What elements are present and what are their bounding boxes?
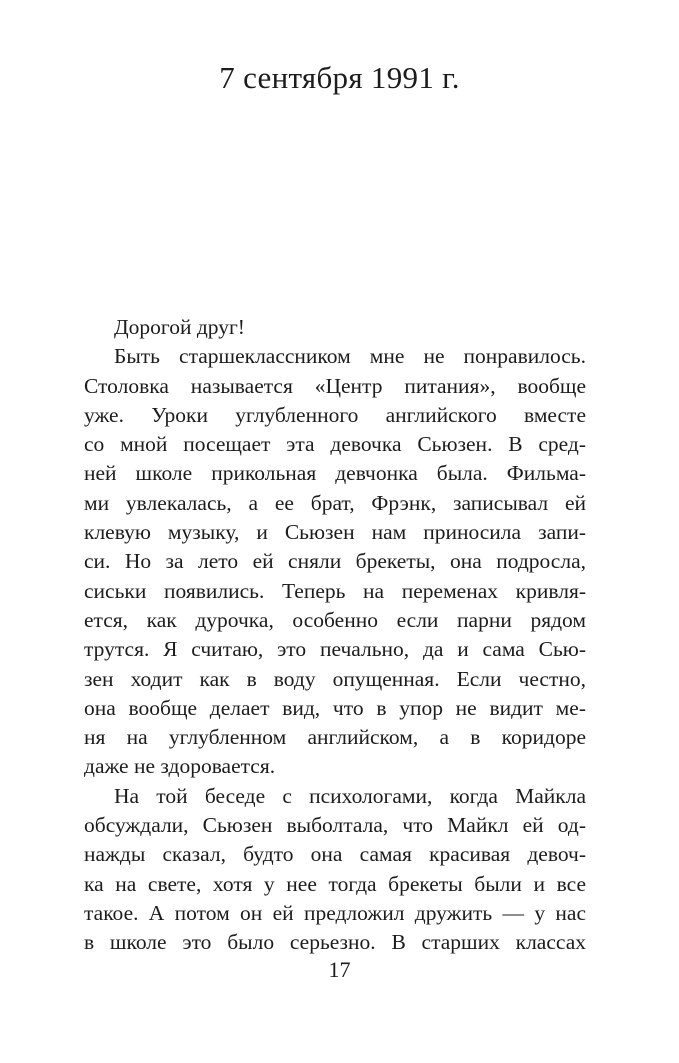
text-line: ется, как дурочка, особенно если парни рядом: [84, 607, 586, 632]
text-line: трутся. Я считаю, это печально, да и сама Сью-: [84, 637, 586, 662]
text-line: клевую музыку, и Сьюзен нам приносила запи-: [84, 520, 586, 545]
text-line: ня на углубленном английском, а в коридоре: [84, 725, 586, 750]
text-line: зен ходит как в воду опущенная. Если честно,: [84, 666, 586, 691]
text-line: она вообще делает вид, что в упор не видит ме-: [84, 695, 586, 720]
text-line: обсуждали, Сьюзен выболтала, что Майкл ей од-: [84, 813, 586, 838]
text-line: На той беседе с психологами, когда Майкла: [114, 783, 586, 808]
text-line: ка на свете, хотя у нее тогда брекеты были и все: [84, 871, 586, 896]
text-line: со мной посещает эта девочка Сьюзен. В сред-: [84, 432, 586, 457]
text-line: Быть старшеклассником мне не понравилось.: [114, 344, 586, 369]
text-line: си. Но за лето ей сняли брекеты, она подросла,: [84, 549, 586, 574]
text-line: Дорогой друг!: [114, 315, 245, 339]
page-number: 17: [328, 957, 351, 982]
chapter-title: 7 сентября 1991 г.: [219, 60, 460, 95]
text-line: ней школе прикольная девчонка была. Фильма-: [84, 461, 586, 486]
text-line: ми увлекалась, а ее брат, Фрэнк, записывал ей: [84, 490, 586, 515]
text-line: Столовка называется «Центр питания», вообще: [84, 373, 586, 398]
text-line: сиськи появились. Теперь на переменах кривля-: [84, 578, 586, 603]
text-line: в школе это было серьезно. В старших классах: [84, 930, 586, 955]
text-line: такое. А потом он ей предложил дружить — у нас: [84, 900, 586, 925]
text-line: даже не здоровается.: [84, 754, 276, 779]
text-line: уже. Уроки углубленного английского вместе: [84, 402, 586, 427]
body-text: [84, 313, 586, 958]
text-line: нажды сказал, будто она самая красивая девоч-: [84, 842, 586, 867]
